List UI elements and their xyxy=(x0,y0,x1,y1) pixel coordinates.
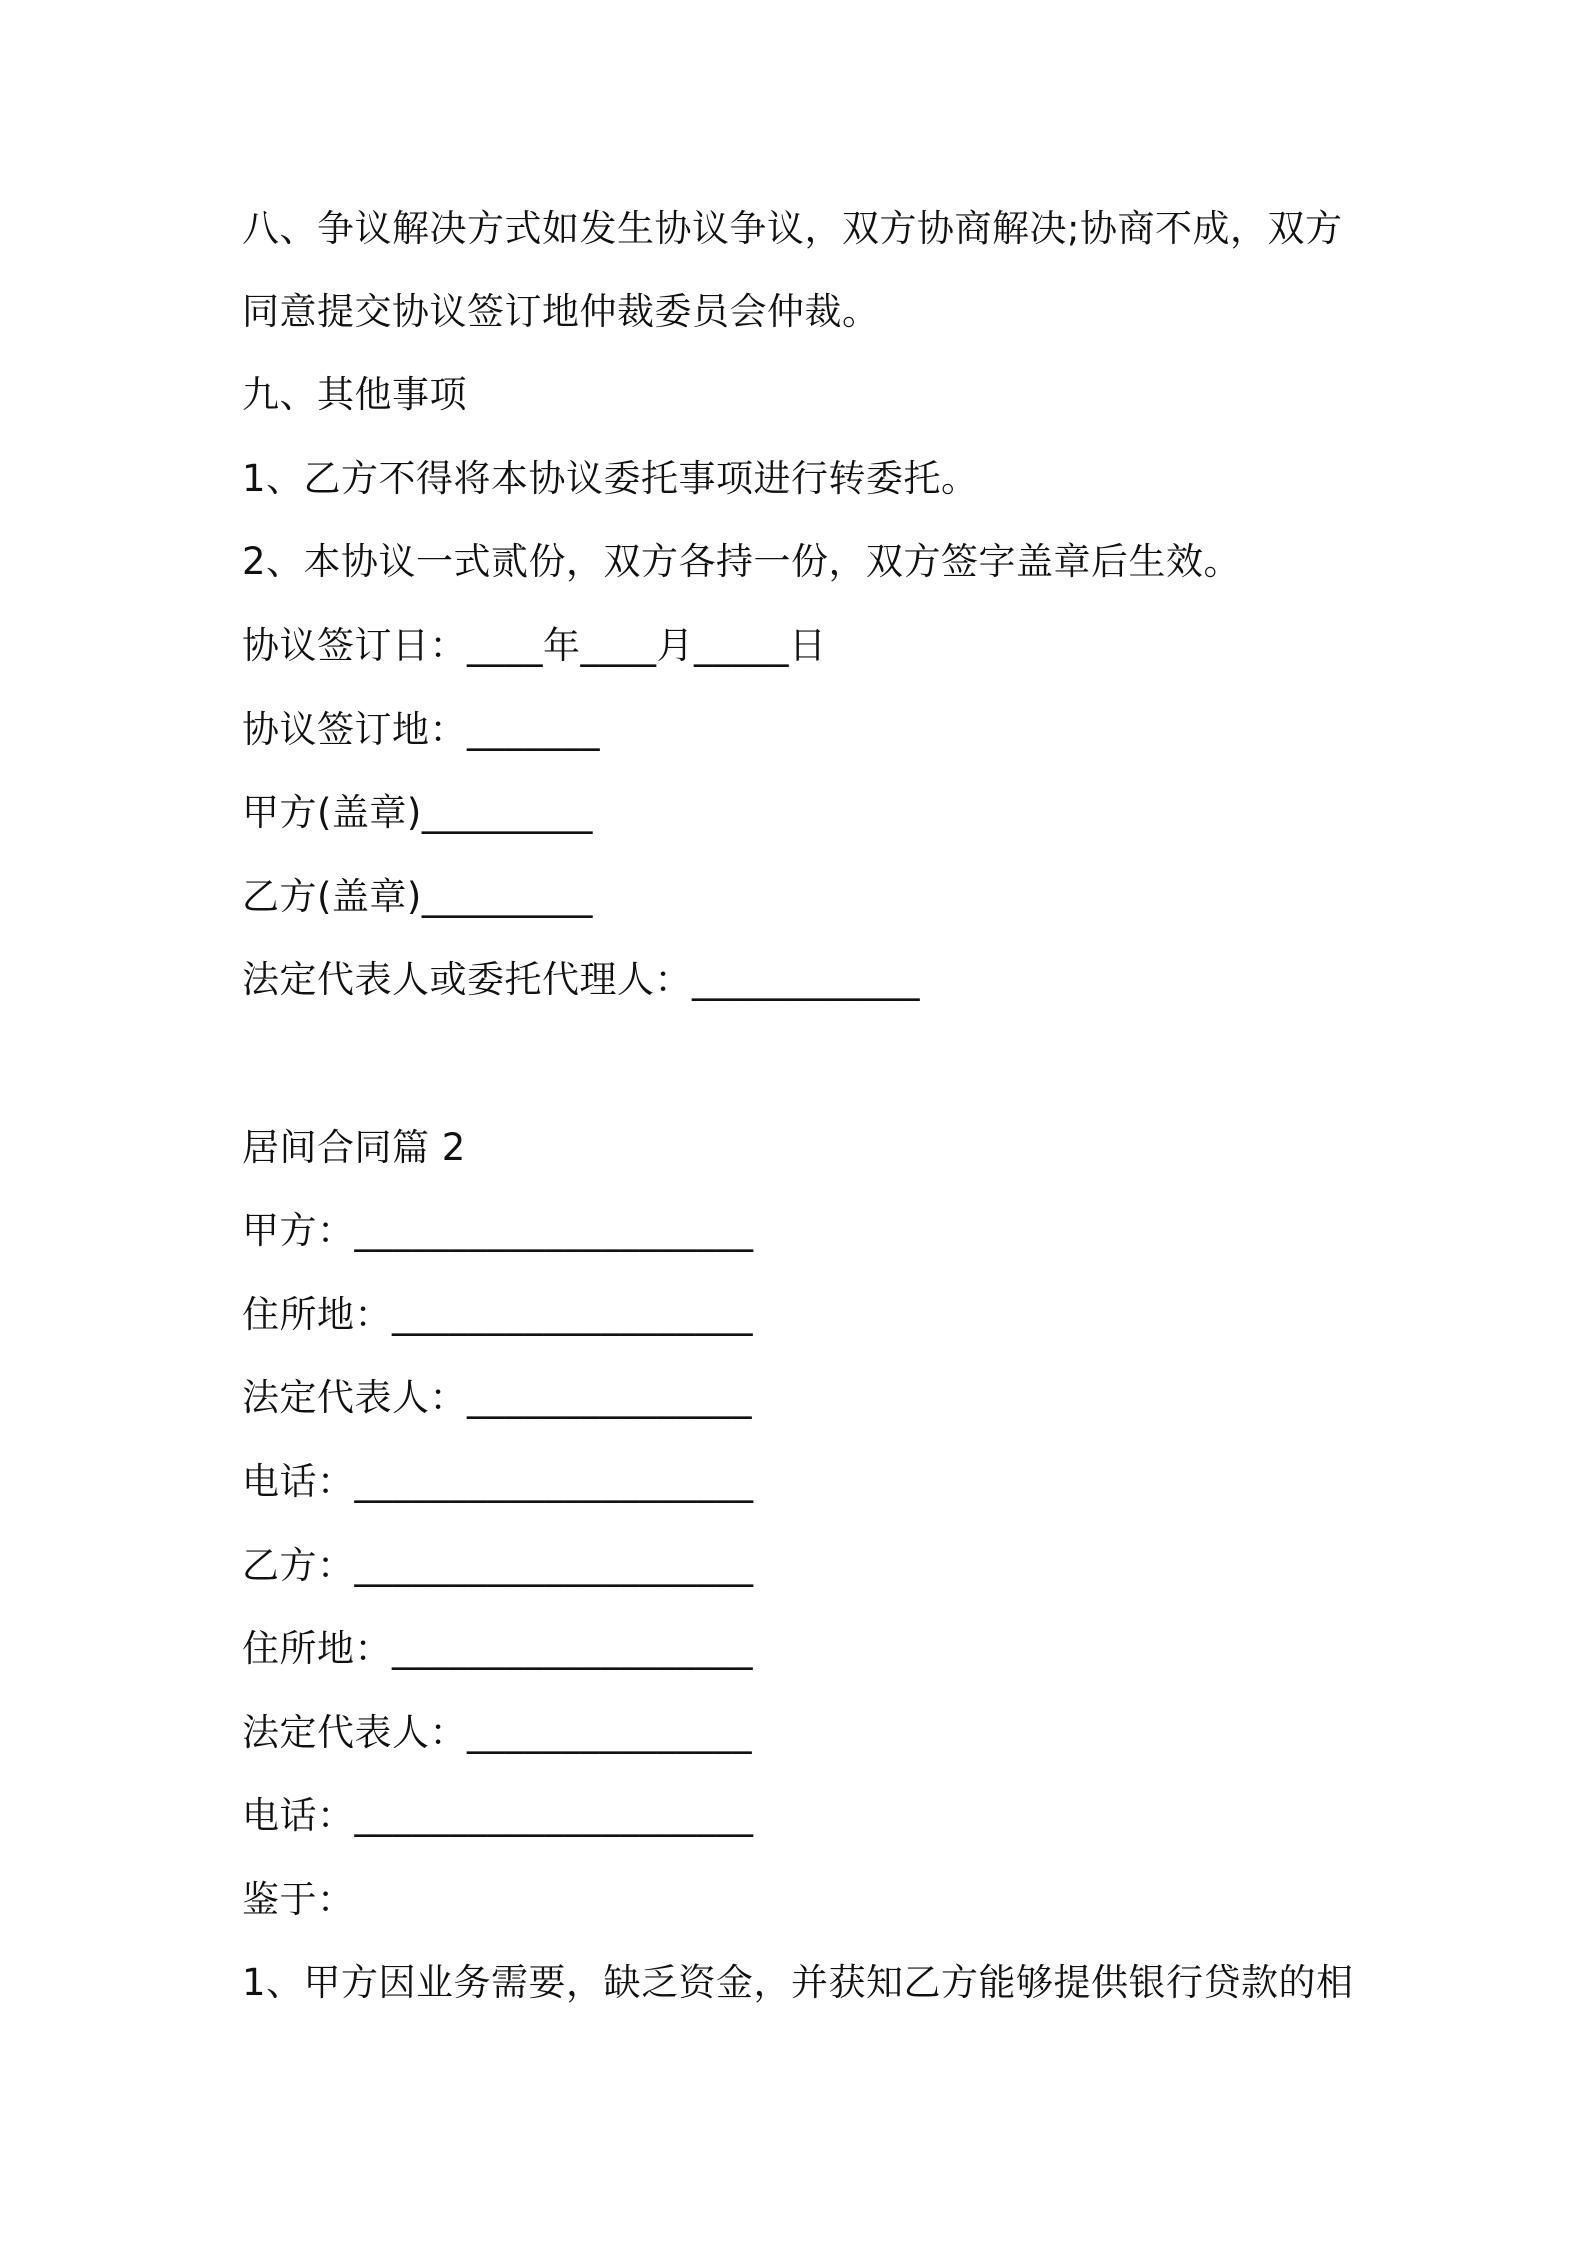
party-b-representative-field: 法定代表人：_______________ xyxy=(242,1711,752,1754)
party-a-phone-field: 电话：_____________________ xyxy=(242,1460,754,1503)
signing-place-field: 协议签订地：_______ xyxy=(242,708,600,751)
party-b-field: 乙方：_____________________ xyxy=(242,1544,754,1587)
clause-9-item-1: 1、乙方不得将本协议委托事项进行转委托。 xyxy=(242,457,979,500)
party-b-seal-field: 乙方(盖章)_________ xyxy=(242,875,593,918)
whereas-heading: 鉴于： xyxy=(242,1878,355,1921)
party-b-phone-field: 电话：_____________________ xyxy=(242,1794,754,1837)
party-a-representative-field: 法定代表人：_______________ xyxy=(242,1376,752,1419)
party-b-address-field: 住所地：___________________ xyxy=(242,1627,753,1670)
party-a-field: 甲方：_____________________ xyxy=(242,1209,754,1252)
representative-field: 法定代表人或委托代理人：____________ xyxy=(242,958,920,1001)
section-title: 居间合同篇 2 xyxy=(242,1126,466,1169)
clause-9-item-2: 2、本协议一式贰份，双方各持一份，双方签字盖章后生效。 xyxy=(242,540,1242,583)
whereas-item-1: 1、甲方因业务需要，缺乏资金，并获知乙方能够提供银行贷款的相 xyxy=(242,1961,1354,2004)
party-a-address-field: 住所地：___________________ xyxy=(242,1293,753,1336)
party-a-seal-field: 甲方(盖章)_________ xyxy=(242,791,593,834)
signing-date-field: 协议签订日：____年____月_____日 xyxy=(242,624,827,667)
clause-8-line-2: 同意提交协议签订地仲裁委员会仲裁。 xyxy=(242,290,880,333)
clause-9-heading: 九、其他事项 xyxy=(242,373,467,416)
clause-8-line-1: 八、争议解决方式如发生协议争议，双方协商解决;协商不成，双方 xyxy=(242,207,1343,250)
